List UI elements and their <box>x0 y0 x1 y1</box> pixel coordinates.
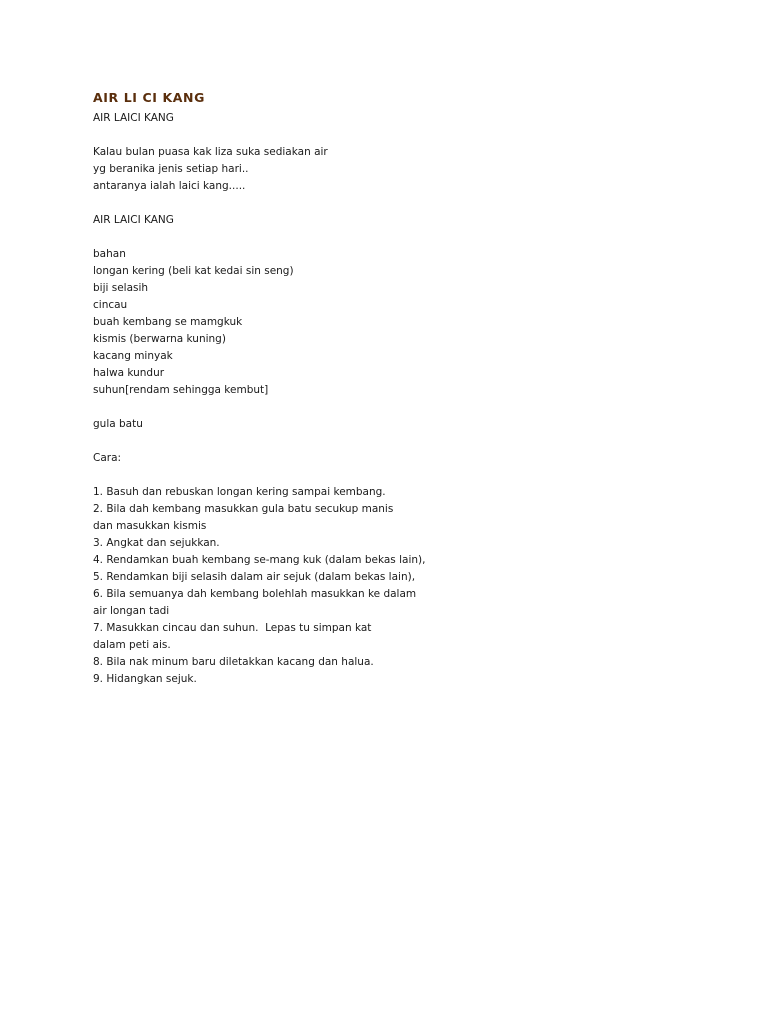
method-heading: Cara: <box>93 452 122 464</box>
extra-ingredient: gula batu <box>93 418 143 430</box>
recipe-heading: AIR LAICI KANG <box>93 214 174 226</box>
ingredient-item: cincau <box>93 299 128 311</box>
step-line: air longan tadi <box>93 605 170 617</box>
step-line: 9. Hidangkan sejuk. <box>93 673 197 685</box>
intro-paragraph <box>93 144 693 195</box>
method-steps <box>93 484 693 688</box>
step-line: 3. Angkat dan sejukkan. <box>93 537 220 549</box>
page-title: AIR LI CI KANG <box>93 90 205 105</box>
ingredient-item: longan kering (beli kat kedai sin seng) <box>93 265 294 277</box>
ingredient-item: biji selasih <box>93 282 149 294</box>
step-line: 7. Masukkan cincau dan suhun. Lepas tu simpan kat <box>93 622 372 634</box>
step-line: 2. Bila dah kembang masukkan gula batu secukup manis <box>93 503 394 515</box>
step-line: dan masukkan kismis <box>93 520 207 532</box>
spacer <box>93 229 693 246</box>
subtitle: AIR LAICI KANG <box>93 112 174 124</box>
spacer <box>93 467 693 484</box>
ingredient-item: suhun[rendam sehingga kembut] <box>93 384 269 396</box>
step-line: 4. Rendamkan buah kembang se-mang kuk (dalam bekas lain), <box>93 554 426 566</box>
ingredient-item: buah kembang se mamgkuk <box>93 316 243 328</box>
spacer <box>93 127 693 144</box>
ingredient-item: halwa kundur <box>93 367 165 379</box>
spacer <box>93 195 693 212</box>
spacer <box>93 433 693 450</box>
ingredient-item: kismis (berwarna kuning) <box>93 333 226 345</box>
ingredients-list <box>93 263 693 399</box>
step-line: 8. Bila nak minum baru diletakkan kacang dan halua. <box>93 656 374 668</box>
step-line: 5. Rendamkan biji selasih dalam air sejuk (dalam bekas lain), <box>93 571 416 583</box>
intro-line: antaranya ialah laici kang..... <box>93 180 246 192</box>
ingredient-item: kacang minyak <box>93 350 173 362</box>
document-page <box>93 88 693 688</box>
step-line: dalam peti ais. <box>93 639 171 651</box>
step-line: 1. Basuh dan rebuskan longan kering sampai kembang. <box>93 486 386 498</box>
intro-line: Kalau bulan puasa kak liza suka sediakan air <box>93 146 328 158</box>
intro-line: yg beranika jenis setiap hari.. <box>93 163 249 175</box>
ingredients-heading: bahan <box>93 248 126 260</box>
step-line: 6. Bila semuanya dah kembang bolehlah masukkan ke dalam <box>93 588 417 600</box>
spacer <box>93 399 693 416</box>
